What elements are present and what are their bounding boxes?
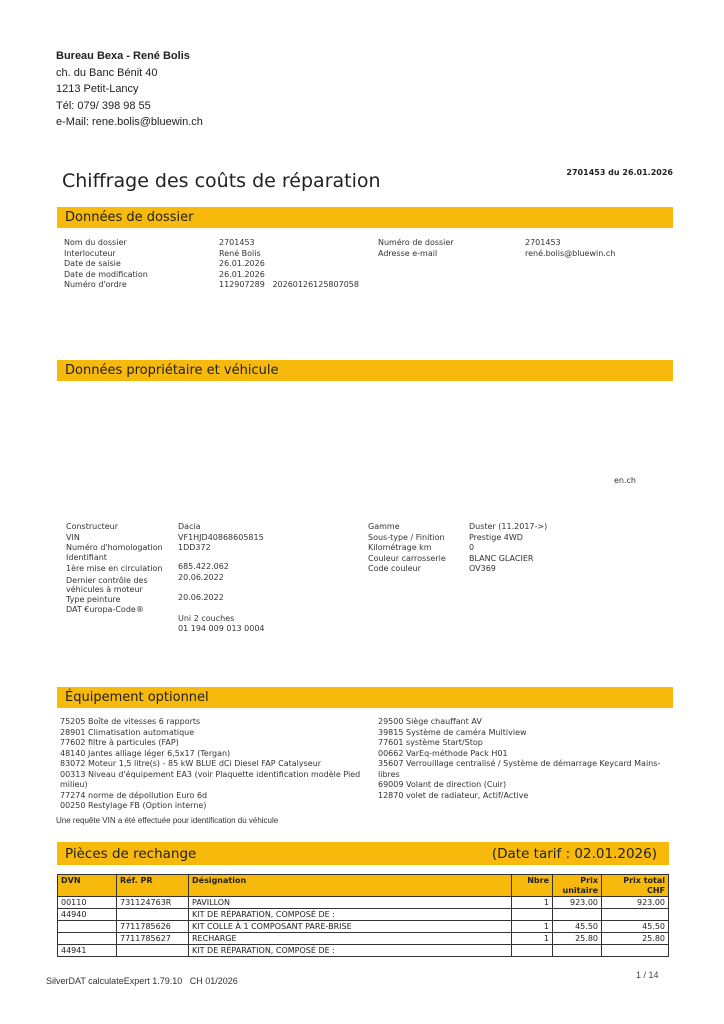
vehicle-value: 0 — [469, 543, 475, 552]
equipment-item: 48140 Jantes alliage léger 6,5x17 (Tergan) — [60, 748, 231, 758]
equipment-item: 00313 Niveau d'équipement EA3 (voir Plaquette identification modèle Pied milieu) — [60, 769, 361, 789]
section-bar-owner — [57, 360, 673, 381]
cell-ref: 731124763R — [117, 897, 189, 909]
vehicle-label: Numéro d'homologation — [66, 543, 163, 552]
cell-qty: 1 — [512, 933, 553, 945]
vehicle-label: 1ère mise en circulation — [66, 563, 163, 573]
cell-total-price: 25.80 — [602, 933, 669, 945]
section-title-dossier: Données de dossier — [65, 210, 194, 225]
parts-header-row — [58, 875, 669, 897]
equipment-item: 00250 Restylage FB (Option interne) — [60, 801, 207, 810]
page-number: 1 / 14 — [636, 970, 659, 980]
dossier-left-labels — [64, 238, 148, 291]
dossier-label: Nom du dossier — [64, 238, 127, 247]
vehicle-value: BLANC GLACIER — [469, 553, 534, 563]
sender-name: Bureau Bexa - René Bolis — [56, 50, 190, 62]
vehicle-value: Duster (11.2017->) — [469, 522, 548, 531]
col-dvn: DVN — [58, 875, 117, 897]
cell-ref: 7711785626 — [117, 921, 189, 933]
table-row — [58, 945, 669, 957]
equipment-left-list — [60, 717, 366, 812]
equipment-item: 77601 système Start/Stop — [378, 738, 483, 747]
cell-designation: KIT DE RÉPARATION, COMPOSÉ DE : — [189, 945, 512, 957]
vehicle-value: 20.06.2022 — [178, 592, 224, 602]
equipment-item: 77274 norme de dépollution Euro 6d — [60, 790, 208, 800]
dossier-value: 2701453 — [219, 238, 255, 247]
vehicle-value: Prestige 4WD — [469, 532, 523, 542]
col-ref: Réf. PR — [117, 875, 189, 897]
sender-city: 1213 Petit-Lancy — [56, 83, 139, 95]
cell-qty: 1 — [512, 897, 553, 909]
vehicle-right-values — [469, 522, 547, 575]
equipment-item: 75205 Boîte de vitesses 6 rapports — [60, 717, 201, 726]
cell-dvn — [58, 921, 117, 933]
cell-total-price: 45.50 — [602, 921, 669, 933]
section-bar-parts — [57, 842, 669, 865]
dossier-value: 112907289 20260126125807058 — [219, 280, 359, 289]
dossier-value: rené.bolis@bluewin.ch — [525, 248, 616, 258]
equipment-item: 00662 VarEq-méthode Pack H01 — [378, 748, 508, 758]
sender-address — [56, 48, 203, 131]
equipment-item: 69009 Volant de direction (Cuir) — [378, 780, 507, 789]
vehicle-label: Constructeur — [66, 522, 119, 531]
dossier-value: René Bolis — [219, 248, 261, 258]
section-bar-dossier — [57, 207, 673, 228]
section-title-equipment: Équipement optionnel — [65, 690, 209, 705]
section-title-parts: Pièces de rechange — [65, 846, 197, 862]
section-title-owner: Données propriétaire et véhicule — [65, 363, 279, 378]
owner-partial-text: en.ch — [614, 476, 637, 485]
dossier-label: Interlocuteur — [64, 248, 116, 258]
vehicle-value: Dacia — [178, 522, 201, 531]
col-designation: Désignation — [189, 875, 512, 897]
vehicle-label: Type peinture — [66, 594, 121, 604]
parts-table — [57, 874, 669, 957]
equipment-item: 35607 Verrouillage centralisé / Système de démarrage Keycard Mains-libres — [378, 759, 661, 779]
dossier-label: Adresse e-mail — [378, 248, 438, 258]
vehicle-value: VF1HJD40868605815 — [178, 532, 264, 542]
table-row — [58, 897, 669, 909]
vehicle-right-labels — [368, 522, 446, 575]
vehicle-value: 01 194 009 013 0004 — [178, 624, 265, 633]
cell-dvn — [58, 933, 117, 945]
equipment-item: 83072 Moteur 1,5 litre(s) - 85 kW BLUE dCi Diesel FAP Catalyseur — [60, 759, 322, 768]
dossier-right-labels — [378, 238, 454, 259]
dossier-label: Date de modification — [64, 269, 148, 279]
table-row — [58, 921, 669, 933]
cell-dvn: 00110 — [58, 897, 117, 909]
vehicle-value: OV369 — [469, 564, 496, 573]
equipment-item: 39815 Système de caméra Multiview — [378, 727, 527, 737]
vehicle-value: 20.06.2022 — [178, 572, 224, 582]
dossier-right-values — [525, 238, 615, 259]
sender-phone: Tél: 079/ 398 98 55 — [56, 99, 151, 112]
cell-unit-price: 25.80 — [553, 933, 602, 945]
col-unit-price: Prix unitaire — [553, 875, 602, 897]
cell-designation: KIT DE RÉPARATION, COMPOSÉ DE : — [189, 909, 512, 921]
vehicle-label: Code couleur — [368, 564, 421, 573]
vin-request-note: Une requête VIN a été effectuée pour identification du véhicule — [56, 816, 279, 825]
cell-ref — [117, 945, 189, 957]
cell-dvn: 44940 — [58, 909, 117, 921]
vehicle-value: Uni 2 couches — [178, 613, 235, 623]
vehicle-left-labels — [66, 522, 176, 616]
vehicle-label: Kilométrage km — [368, 543, 432, 552]
cell-qty: 1 — [512, 921, 553, 933]
vehicle-left-values — [178, 522, 265, 635]
table-row — [58, 933, 669, 945]
cell-ref — [117, 909, 189, 921]
document-title: Chiffrage des coûts de réparation — [62, 170, 381, 192]
vehicle-value: 685.422.062 — [178, 562, 229, 571]
dossier-value: 26.01.2026 — [219, 269, 265, 279]
software-footer: SilverDAT calculateExpert 1.79.10 CH 01/2026 — [46, 976, 238, 986]
cell-unit-price — [553, 909, 602, 921]
sender-street: ch. du Banc Bénit 40 — [56, 66, 158, 79]
equipment-item: 29500 Siège chauffant AV — [378, 717, 482, 726]
tariff-date: (Date tarif : 02.01.2026) — [491, 846, 657, 862]
dossier-label: Numéro de dossier — [378, 238, 454, 247]
table-row — [58, 909, 669, 921]
cell-ref: 7711785627 — [117, 933, 189, 945]
cell-unit-price: 45.50 — [553, 921, 602, 933]
cell-designation: RECHARGE — [189, 933, 512, 945]
dossier-label: Date de saisie — [64, 259, 121, 268]
col-qty: Nbre — [512, 875, 553, 897]
document-reference: 2701453 du 26.01.2026 — [566, 168, 673, 177]
section-bar-equipment — [57, 687, 673, 708]
equipment-item: 28901 Climatisation automatique — [60, 727, 195, 737]
cell-dvn: 44941 — [58, 945, 117, 957]
cell-unit-price — [553, 945, 602, 957]
vehicle-label: Dernier contrôle des véhicules à moteur — [66, 575, 148, 594]
cell-qty — [512, 945, 553, 957]
cell-total-price — [602, 945, 669, 957]
cell-total-price: 923.00 — [602, 897, 669, 909]
cell-total-price — [602, 909, 669, 921]
vehicle-label: Sous-type / Finition — [368, 532, 445, 542]
vehicle-label: Identifiant — [66, 553, 107, 562]
equipment-item: 77602 filtre à particules (FAP) — [60, 738, 179, 747]
equipment-right-list — [378, 717, 668, 801]
vehicle-label: DAT €uropa-Code® — [66, 605, 144, 614]
cell-unit-price: 923.00 — [553, 897, 602, 909]
cell-qty — [512, 909, 553, 921]
dossier-value: 26.01.2026 — [219, 259, 265, 268]
dossier-left-values — [219, 238, 359, 291]
equipment-item: 12870 volet de radiateur, Actif/Active — [378, 790, 529, 800]
col-total-price: Prix total CHF — [602, 875, 669, 897]
vehicle-data-block — [0, 522, 724, 647]
dossier-value: 2701453 — [525, 238, 561, 247]
cell-designation: KIT COLLE À 1 COMPOSANT PARE-BRISE — [189, 921, 512, 933]
vehicle-value: 1DD372 — [178, 543, 211, 552]
vehicle-label: Gamme — [368, 522, 400, 531]
vehicle-label: Couleur carrosserie — [368, 553, 446, 563]
sender-email: e-Mail: rene.bolis@bluewin.ch — [56, 116, 203, 128]
cell-designation: PAVILLON — [189, 897, 512, 909]
dossier-label: Numéro d'ordre — [64, 280, 127, 289]
vehicle-label: VIN — [66, 532, 80, 542]
